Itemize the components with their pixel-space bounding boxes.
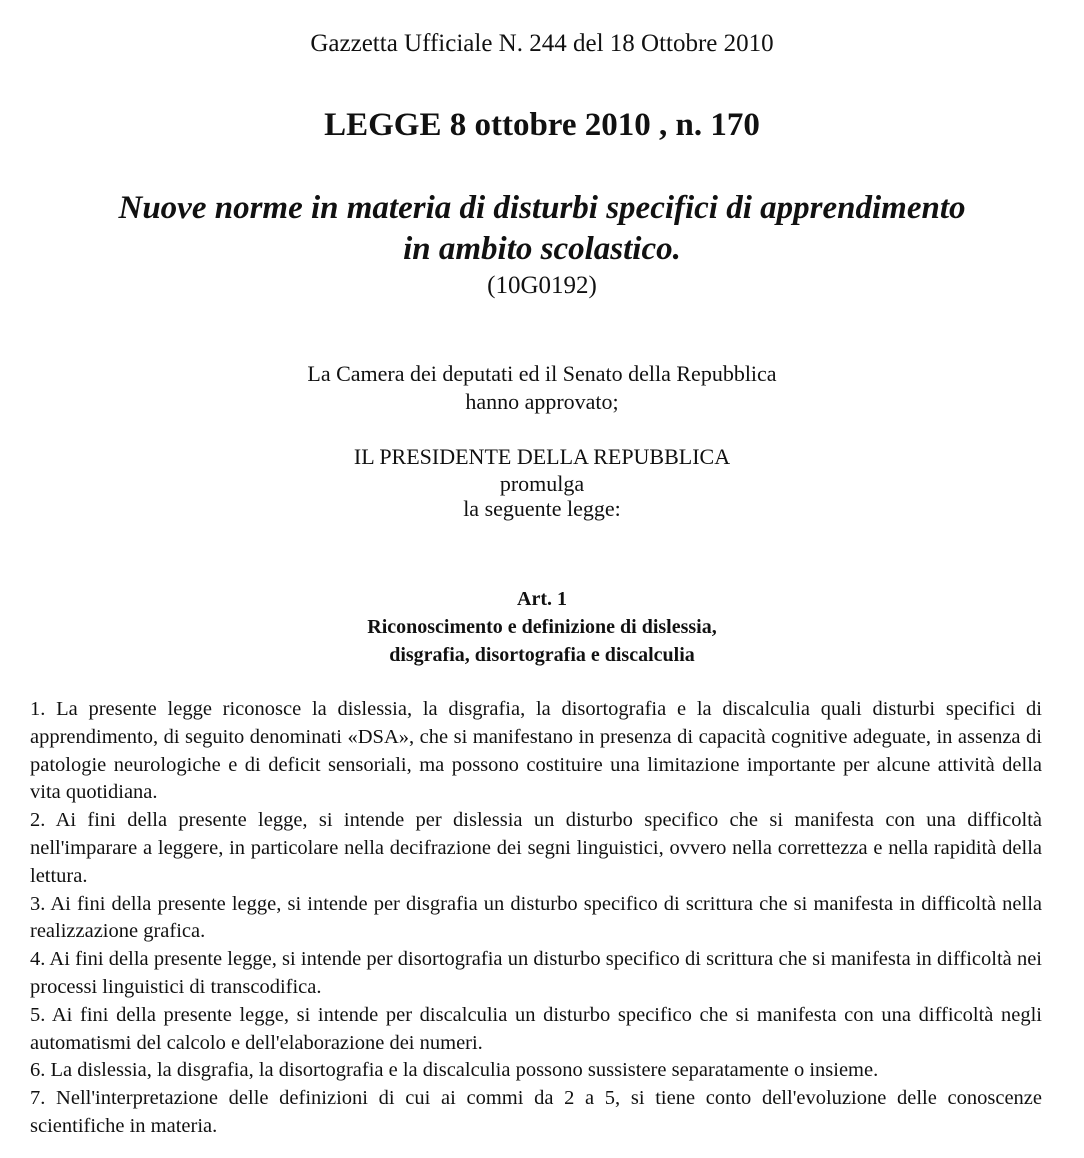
- law-code: (10G0192): [487, 272, 597, 299]
- law-subtitle: [0, 188, 1084, 270]
- article-title-line-1: Riconoscimento e definizione di dislessia,: [367, 616, 717, 638]
- preamble-line-2: hanno approvato;: [465, 389, 619, 414]
- law-subtitle-line-1: Nuove norme in materia di disturbi specifici di apprendimento: [118, 190, 966, 226]
- article-body: [30, 696, 1042, 1141]
- law-subtitle-line-2: in ambito scolastico.: [403, 231, 681, 267]
- paragraph-4: 4. Ai fini della presente legge, si intende per disortografia un disturbo specifico di scrittura che si manifesta in difficoltà nei processi linguistici di transcodifica.: [30, 948, 1042, 998]
- preamble: [0, 360, 1084, 416]
- paragraph-5: 5. Ai fini della presente legge, si intende per discalculia un disturbo specifico che si manifesta con una difficoltà negli automatismi del calcolo e dell'elaborazione dei numeri.: [30, 1003, 1042, 1054]
- president-heading: IL PRESIDENTE DELLA REPUBBLICA: [353, 444, 731, 469]
- gazette-reference: Gazzetta Ufficiale N. 244 del 18 Ottobre 2010: [310, 30, 774, 57]
- law-title: LEGGE 8 ottobre 2010 , n. 170: [324, 107, 760, 143]
- paragraph-3: 3. Ai fini della presente legge, si intende per disgrafia un disturbo specifico di scrittura che si manifesta in difficoltà nella realizzazione grafica.: [30, 892, 1042, 943]
- promulgation-verb: promulga: [499, 471, 585, 496]
- article-number: Art. 1: [517, 588, 567, 610]
- paragraph-1: 1. La presente legge riconosce la dislessia, la disgrafia, la disortografia e la discalculia quali disturbi specifici di apprendimento, di seguito denominati «DSA», che si manifestano in presenza di capacità cognitive adeguate, in assenza di patologie neurologiche e di deficit sensoriali, ma possono costituire una limitazione importante per alcune attività della vita quotidiana.: [30, 698, 1042, 804]
- promulgation-object: la seguente legge:: [463, 496, 621, 521]
- article-heading: [0, 585, 1084, 669]
- article-title-line-2: disgrafia, disortografia e discalculia: [389, 644, 695, 666]
- paragraph-6: 6. La dislessia, la disgrafia, la disortografia e la discalculia possono sussistere separatamente o insieme.: [30, 1059, 879, 1082]
- paragraph-2: 2. Ai fini della presente legge, si intende per dislessia un disturbo specifico che si manifesta con una difficoltà nell'imparare a leggere, in particolare nella decifrazione dei segni linguistici, ovvero nella correttezza e nella rapidità della lettura.: [30, 809, 1042, 887]
- promulgation: [0, 443, 1084, 521]
- preamble-line-1: La Camera dei deputati ed il Senato della Repubblica: [307, 361, 777, 386]
- paragraph-7: 7. Nell'interpretazione delle definizioni di cui ai commi da 2 a 5, si tiene conto dell'evoluzione delle conoscenze scientifiche in materia.: [30, 1087, 1042, 1137]
